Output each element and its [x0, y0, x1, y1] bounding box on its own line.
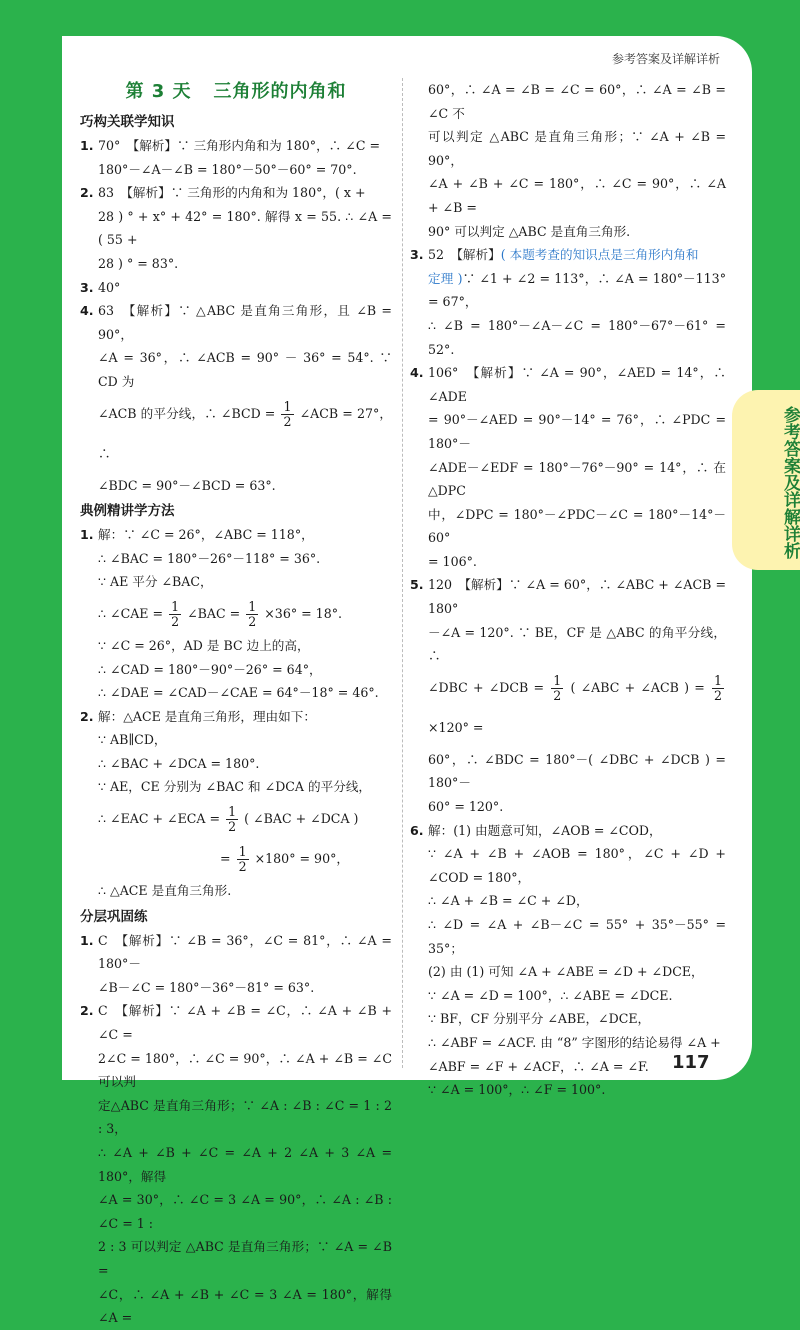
answer-line: ∠ABF = ∠F + ∠ACF，∴ ∠A = ∠F. [428, 1058, 649, 1074]
answer-line: ∵ ∠A = 100°，∴ ∠F = 100°. [428, 1082, 606, 1098]
denominator: 2 [238, 859, 247, 875]
answer-line: ∴ ∠A + ∠B = ∠C + ∠D， [428, 893, 589, 909]
numerator: 1 [248, 598, 257, 614]
fraction [246, 600, 258, 629]
answer-line: 解：(1) 由题意可知，∠AOB = ∠COD， [428, 822, 662, 838]
item-number: 4. [410, 365, 424, 381]
answer-line [428, 668, 726, 748]
answer-line [98, 394, 392, 474]
item-number: 4. [80, 303, 94, 319]
answer-line: 解：∵ ∠C = 26°，∠ABC = 118°， [98, 527, 314, 543]
item-number: 3. [80, 279, 94, 295]
fraction [169, 600, 181, 629]
denominator: 2 [171, 613, 180, 629]
answer-item [80, 299, 392, 497]
answer-line: ∵ ∠A = ∠D = 100°，∴ ∠ABE = ∠DCE. [428, 987, 673, 1003]
item-number: 5. [410, 577, 424, 593]
text-run: ( ∠ABC + ∠ACB ) = [570, 679, 705, 695]
text-run: ∠ACB 的平分线，∴ ∠BCD = [98, 405, 276, 421]
text-run: ∠ACB = 27°，∴ [98, 405, 392, 461]
practice-item [410, 243, 726, 361]
answer-line: 70° 【解析】∵ 三角形内角和为 180°，∴ ∠C = [98, 138, 381, 153]
text-run: ×120° = [428, 719, 484, 735]
denominator: 2 [713, 687, 722, 703]
text-run: ×180° = 90°， [254, 851, 349, 867]
answer-line: ∴ ∠A + ∠B + ∠C = ∠A + 2 ∠A + 3 ∠A = 180°，解得 [98, 1145, 392, 1184]
answer-line [98, 839, 392, 879]
fraction [226, 805, 238, 834]
answer-line: ∠B－∠C = 180°－36°－81° = 63°. [98, 979, 315, 995]
item-number: 2. [80, 708, 94, 724]
numerator: 1 [283, 398, 292, 414]
answer-line: ∠A + ∠B + ∠C = 180°，∴ ∠C = 90°，∴ ∠A + ∠B = [428, 176, 726, 215]
answer-item [80, 181, 392, 275]
fraction [551, 674, 563, 703]
answer-line: ∵ ∠C = 26°，AD 是 BC 边上的高， [98, 637, 310, 653]
topic-label: 三角形的内角和 [213, 81, 347, 102]
text-run: ∴ ∠EAC + ∠ECA = [98, 811, 221, 827]
answer-line: ∵ AE 平分 ∠BAC， [98, 574, 213, 590]
answer-line: ∠C，∴ ∠A + ∠B + ∠C = 3 ∠A = 180°，解得 ∠A = [98, 1286, 392, 1326]
answer-line: = 106°. [428, 553, 477, 569]
side-tab [732, 390, 800, 570]
text-run: ( ∠BAC + ∠DCA ) [244, 811, 359, 827]
answer-line [428, 243, 726, 267]
example-item [80, 523, 392, 705]
item-number: 3. [410, 247, 424, 263]
practice-item [410, 361, 726, 573]
answer-line: 28 ) ° + x° + 42° = 180°. 解得 x = 55. ∴ ∠A = ( 55 + [98, 208, 392, 248]
text-run: = [220, 851, 231, 867]
item-number: 6. [410, 822, 424, 838]
side-tab-label: 参考答案及详解详析 [780, 406, 800, 559]
page-title [80, 78, 392, 106]
answer-line: 106° 【解析】∵ ∠A = 90°，∠AED = 14°，∴ ∠ADE [428, 365, 726, 404]
answer-line: 63 【解析】∵ △ABC 是直角三角形，且 ∠B = 90°， [98, 303, 392, 342]
numerator: 1 [713, 672, 722, 688]
answer-line: 解：△ACE 是直角三角形，理由如下： [98, 708, 316, 724]
section-heading: 典例精讲学方法 [80, 503, 175, 520]
denominator: 2 [553, 687, 562, 703]
answer-line: ∠ADE－∠EDF = 180°－76°－90° = 14°，∴ 在 △DPC [428, 459, 726, 499]
answer-line: = 90°－∠AED = 90°－14° = 76°，∴ ∠PDC = 180°－ [428, 412, 726, 451]
numerator: 1 [228, 804, 237, 820]
answer-line: 60° = 120°. [428, 799, 504, 815]
numerator: 1 [171, 598, 180, 614]
answer-line: ∠A = 30°，∴ ∠C = 3 ∠A = 90°，∴ ∠A : ∠B : ∠C = 1 : [98, 1192, 392, 1231]
answer-line: 60°，∴ ∠BDC = 180°－( ∠DBC + ∠DCB ) = 180°－ [428, 751, 726, 791]
practice-item [410, 573, 726, 818]
practice-item [80, 929, 392, 1000]
answer-line: 定△ABC 是直角三角形；∵ ∠A : ∠B : ∠C = 1 : 2 : 3， [98, 1097, 392, 1137]
text-run: ∠BAC = [187, 605, 241, 621]
right-column [410, 78, 726, 1102]
item-number-spacer [410, 78, 428, 243]
fraction [237, 845, 249, 874]
left-column [80, 78, 392, 1330]
item-number: 1. [80, 527, 94, 543]
answer-line [98, 799, 392, 839]
answer-line: ∴ ∠ABF = ∠ACF. 由 “8” 字图形的结论易得 ∠A + [428, 1034, 721, 1050]
answer-line: 2 : 3 可以判定 △ABC 是直角三角形；∵ ∠A = ∠B = [98, 1239, 392, 1278]
answer-line: ∠BDC = 90°－∠BCD = 63°. [98, 477, 276, 493]
running-head: 参考答案及详解详析 [611, 52, 720, 66]
answer-line: ∴ ∠BAC + ∠DCA = 180°. [98, 755, 260, 771]
answer-line: ∴ △ACE 是直角三角形. [98, 883, 232, 899]
section-heading: 巧构关联学知识 [80, 114, 175, 130]
item-number: 2. [80, 1003, 94, 1019]
answer-item [80, 276, 392, 300]
practice-item [80, 999, 392, 1329]
fraction [281, 400, 293, 429]
example-item [80, 705, 392, 903]
numerator: 1 [238, 844, 247, 860]
answer-line: 中，∠DPC = 180°－∠PDC－∠C = 180°－14°－60° [428, 506, 726, 546]
answer-line: ∵ AE，CE 分别为 ∠BAC 和 ∠DCA 的平分线， [98, 779, 372, 795]
answer-line: (2) 由 (1) 可知 ∠A + ∠ABE = ∠D + ∠DCE， [428, 964, 704, 980]
answer-line: ∴ ∠BAC = 180°－26°－118° = 36°. [98, 550, 321, 566]
text-run: ×36° = 18°. [264, 605, 343, 621]
denominator: 2 [283, 413, 292, 429]
answer-line: C 【解析】∵ ∠B = 36°，∠C = 81°，∴ ∠A = 180°－ [98, 932, 392, 972]
answer-line: ∠A = 36°，∴ ∠ACB = 90° － 36° = 54°. ∵ CD 为 [98, 350, 392, 389]
denominator: 2 [228, 819, 237, 835]
denominator: 2 [248, 613, 257, 629]
answer-line: －∠A = 120°. ∵ BE，CF 是 △ABC 的角平分线，∴ [428, 624, 726, 664]
answer-line: ∵ ∠A + ∠B + ∠AOB = 180°，∠C + ∠D + ∠COD = 180°， [428, 846, 726, 885]
answer-line: 2∠C = 180°，∴ ∠C = 90°，∴ ∠A + ∠B = ∠C 可以判 [98, 1050, 392, 1090]
answer-line: 120 【解析】∵ ∠A = 60°，∴ ∠ABC + ∠ACB = 180° [428, 577, 726, 617]
answer-line: 可以判定 △ABC 是直角三角形；∵ ∠A + ∠B = 90°， [428, 129, 726, 168]
answer-line: ∴ ∠DAE = ∠CAD－∠CAE = 64°－18° = 46°. [98, 685, 379, 701]
text-run: 52 【解析】 [428, 247, 501, 263]
item-number: 1. [80, 932, 94, 948]
fraction [712, 674, 724, 703]
answer-line [428, 267, 726, 314]
column-divider [402, 78, 403, 1068]
answer-item [80, 134, 392, 181]
numerator: 1 [553, 672, 562, 688]
text-run: ∵ ∠1 + ∠2 = 113°，∴ ∠A = 180°－113° = 67°， [428, 270, 726, 310]
answer-line: 83 【解析】∵ 三角形的内角和为 180°，( x + [98, 185, 366, 201]
answer-line: 28 ) ° = 83°. [98, 255, 179, 271]
section-heading: 分层巩固练 [80, 908, 148, 925]
answer-line: C 【解析】∵ ∠A + ∠B = ∠C，∴ ∠A + ∠B + ∠C = [98, 1003, 392, 1043]
answer-line: ∴ ∠B = 180°－∠A－∠C = 180°－67°－61° = 52°. [428, 317, 726, 357]
answer-line: ∵ AB∥CD， [98, 732, 167, 748]
text-run: ∠DBC + ∠DCB = [428, 679, 545, 695]
highlight-note: 定理 ) [428, 270, 463, 286]
answer-line: ∵ BF，CF 分别平分 ∠ABE，∠DCE， [428, 1011, 651, 1027]
highlight-note: ( 本题考查的知识点是三角形内角和 [500, 247, 699, 263]
answer-line: 180°－∠A－∠B = 180°－50°－60° = 70°. [98, 161, 357, 177]
answer-line: ∴ ∠CAD = 180°－90°－26° = 64°， [98, 661, 322, 677]
answer-line [98, 594, 392, 634]
page-number: 117 [672, 1052, 710, 1073]
answer-line: 60°，∴ ∠A = ∠B = ∠C = 60°，∴ ∠A = ∠B = ∠C 不 [428, 82, 726, 121]
answer-line: 40° [98, 279, 121, 295]
answer-line: ∴ ∠D = ∠A + ∠B－∠C = 55° + 35°－55° = 35°； [428, 917, 726, 956]
item-number: 1. [80, 138, 94, 153]
answer-line: 90° 可以判定 △ABC 是直角三角形. [428, 223, 631, 239]
day-label: 第 3 天 [125, 81, 192, 102]
practice-item-continued [410, 78, 726, 243]
text-run: ∴ ∠CAE = [98, 605, 164, 621]
item-number: 2. [80, 185, 94, 201]
